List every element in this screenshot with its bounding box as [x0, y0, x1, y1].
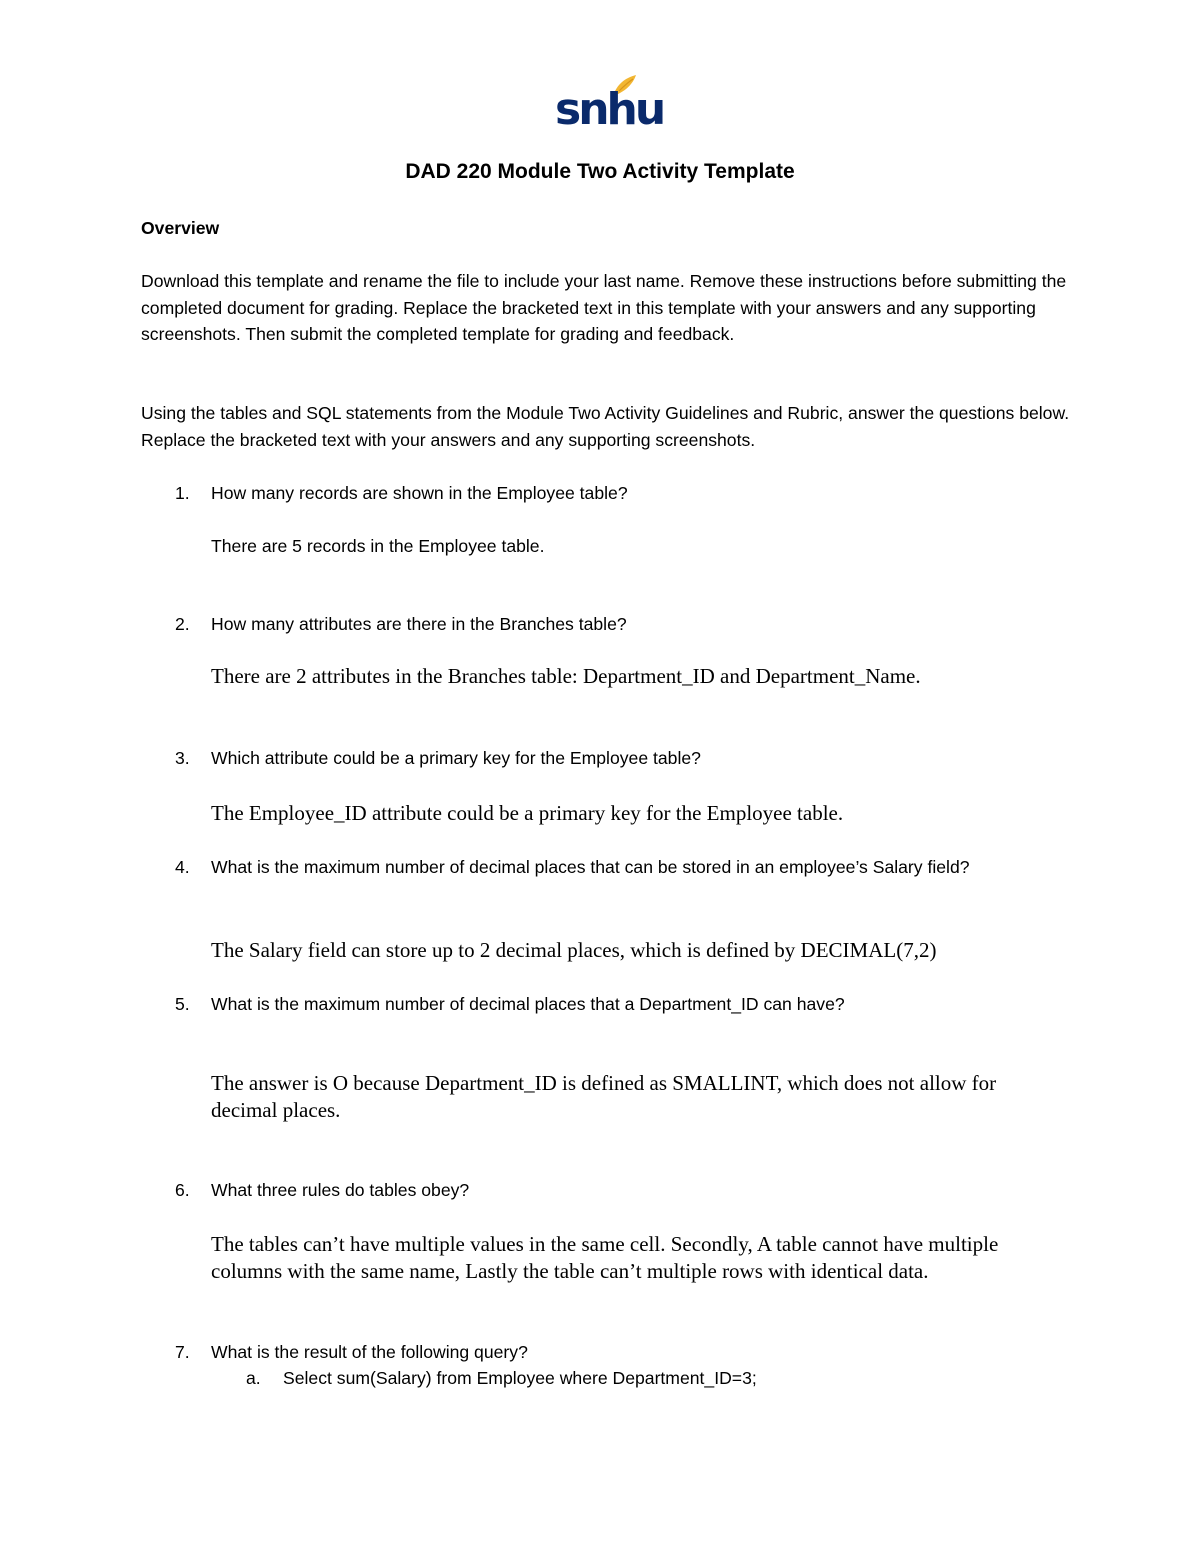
answer-4: The Salary field can store up to 2 decimal places, which is defined by DECIMAL(7,2)	[211, 938, 937, 962]
question-number: 1.	[175, 483, 190, 503]
answer-5: The answer is O because Department_ID is defined as SMALLINT, which does not allow for decimal places.	[211, 1071, 997, 1122]
answer-1: There are 5 records in the Employee table.	[211, 536, 545, 556]
answer-6: The tables can’t have multiple values in the same cell. Secondly, A table cannot have multiple columns with the same name, Lastly the table can’t multiple rows with identical data.	[211, 1232, 999, 1283]
question-text: Which attribute could be a primary key for the Employee table?	[211, 748, 701, 768]
question-number: 3.	[175, 748, 190, 768]
document-title: DAD 220 Module Two Activity Template	[405, 160, 795, 183]
question-text: How many records are shown in the Employee table?	[211, 483, 628, 503]
question-number: 7.	[175, 1342, 190, 1362]
overview-heading: Overview	[141, 218, 220, 238]
answer-2: There are 2 attributes in the Branches table: Department_ID and Department_Name.	[211, 664, 921, 688]
subitem-letter: a.	[246, 1368, 261, 1388]
snhu-logo	[555, 74, 664, 135]
question-text: What is the result of the following query?	[211, 1342, 528, 1362]
answer-3: The Employee_ID attribute could be a primary key for the Employee table.	[211, 801, 844, 825]
question-text: What three rules do tables obey?	[211, 1180, 470, 1200]
subitem-query: Select sum(Salary) from Employee where Department_ID=3;	[283, 1368, 757, 1388]
question-number: 6.	[175, 1180, 190, 1200]
question-number: 4.	[175, 857, 190, 877]
question-number: 2.	[175, 614, 190, 634]
overview-paragraph-2: Using the tables and SQL statements from the Module Two Activity Guidelines and Rubric, answer the questions below. Replace the bracketed text with your answers and any supporting screenshots.	[141, 403, 1070, 450]
question-text: What is the maximum number of decimal places that can be stored in an employee’s Salary field?	[211, 857, 970, 877]
overview-paragraph-1: Download this template and rename the file to include your last name. Remove these instructions before submitting the completed document for grading. Replace the bracketed text in this template with your answers and any supporting screenshots. Then submit the completed template for grading and feedback.	[141, 271, 1067, 344]
question-text: What is the maximum number of decimal places that a Department_ID can have?	[211, 994, 845, 1014]
question-number: 5.	[175, 994, 190, 1014]
logo-text: snhu	[555, 84, 664, 135]
question-text: How many attributes are there in the Branches table?	[211, 614, 627, 634]
